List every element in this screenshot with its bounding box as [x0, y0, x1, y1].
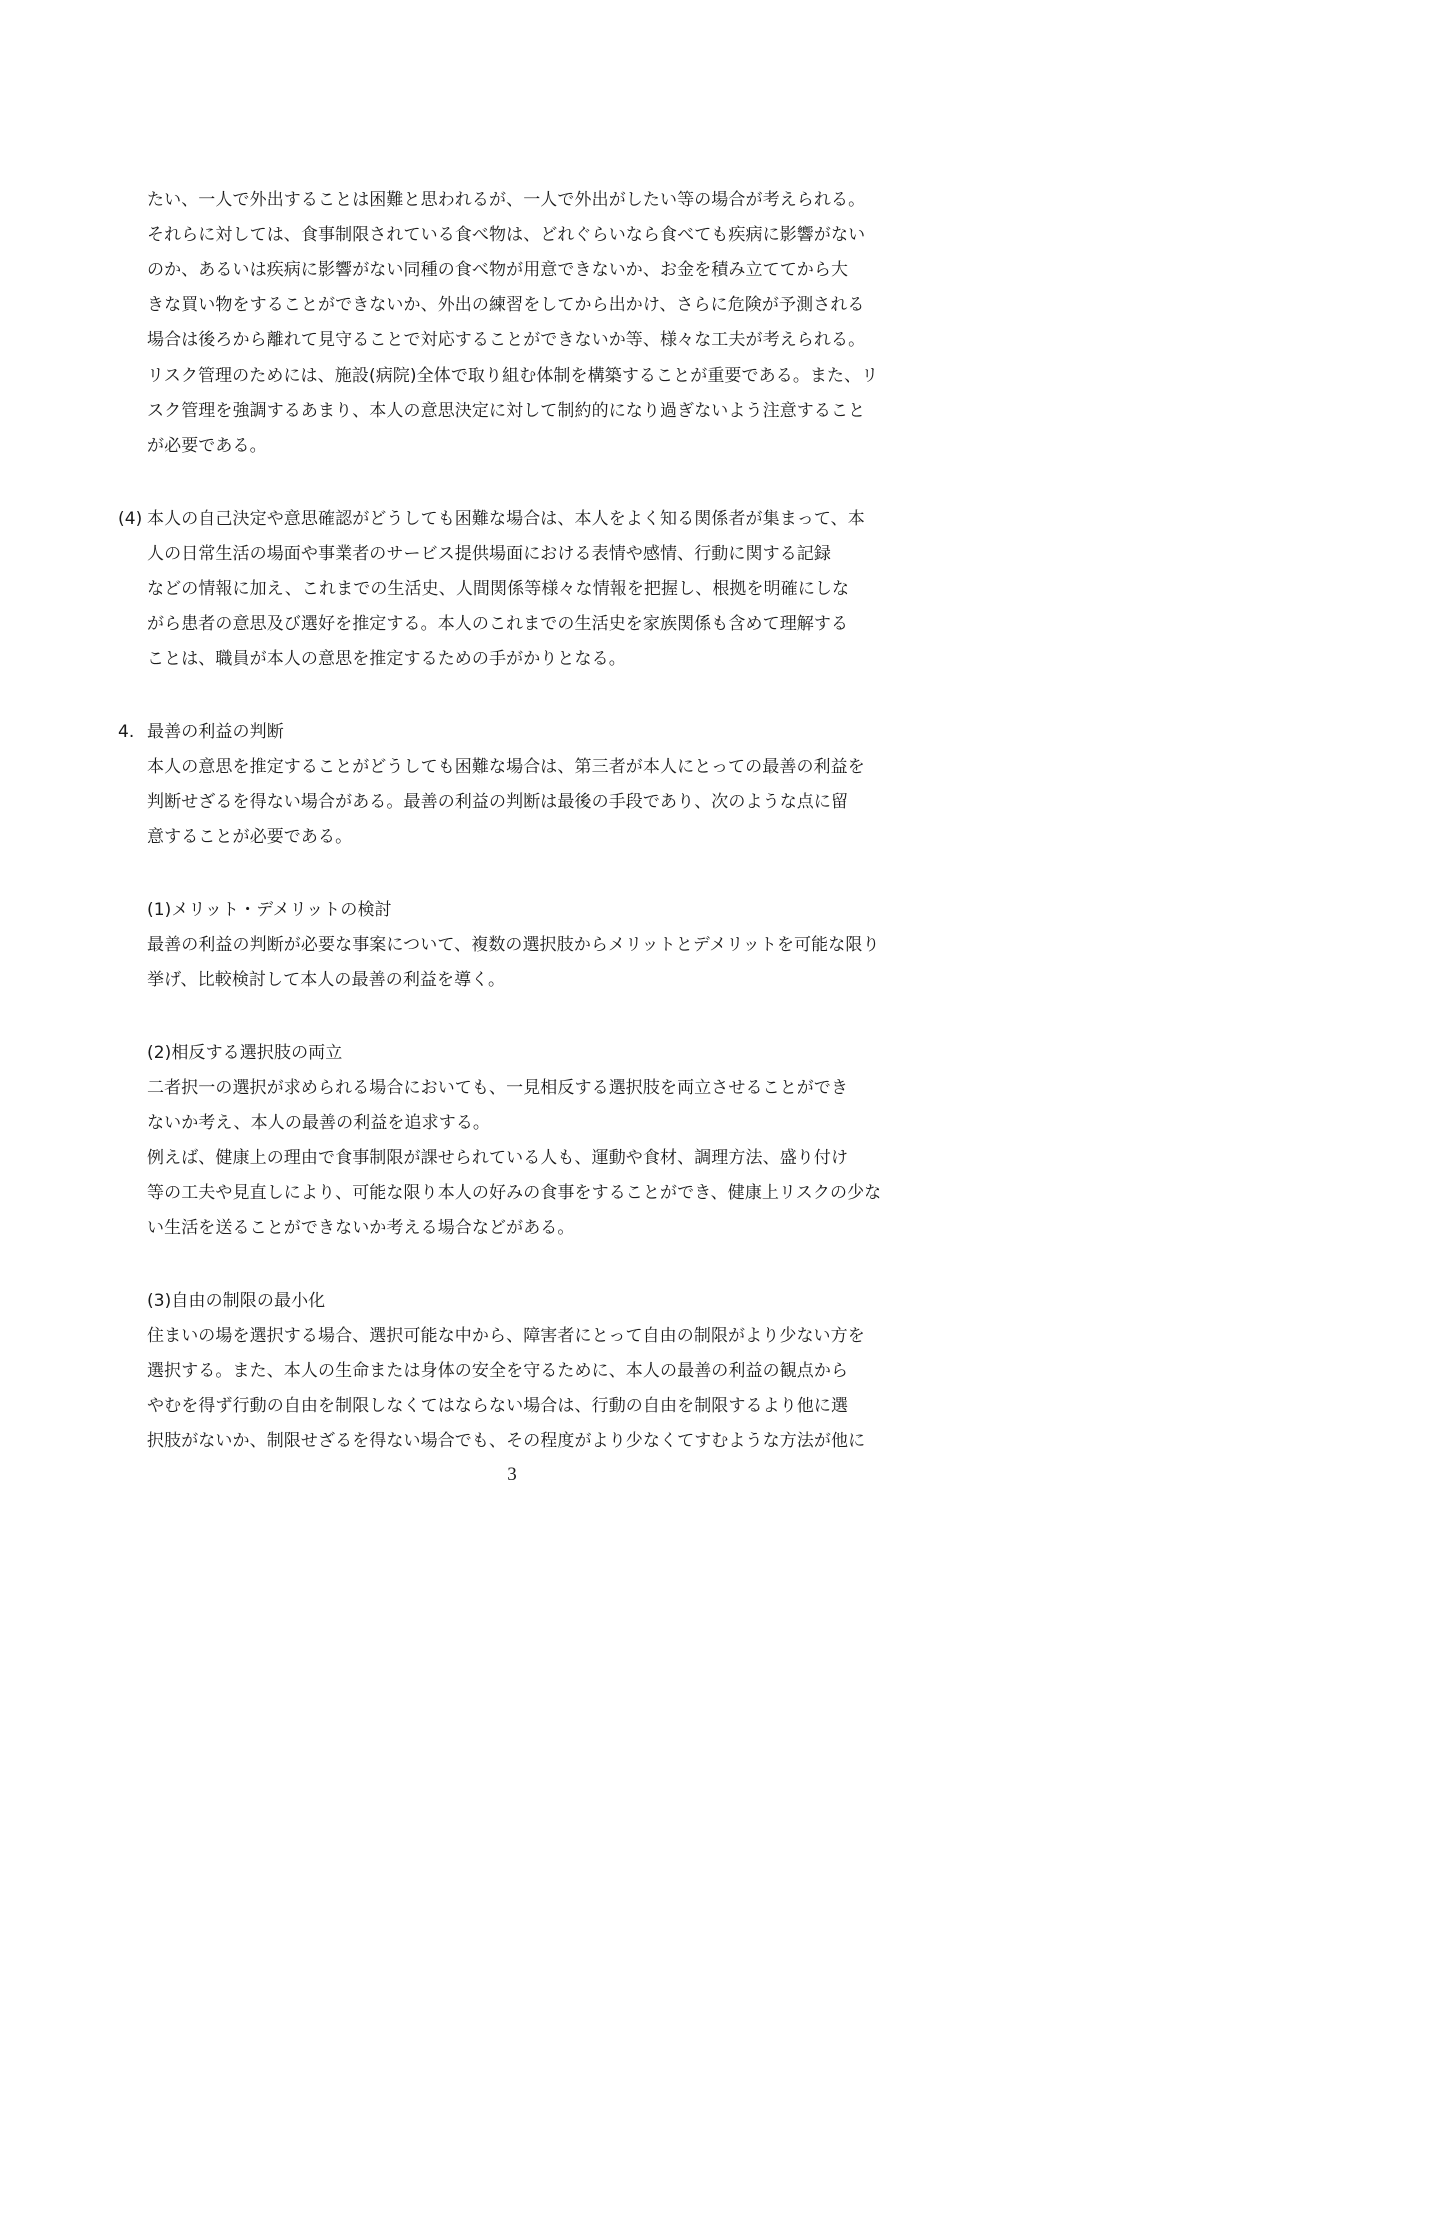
text-line: 本人の自己決定や意思確認がどうしても困難な場合は、本人をよく知る関係者が集まって、本: [147, 509, 865, 529]
text-line: 選択する。また、本人の生命または身体の安全を守るために、本人の最善の利益の観点から: [147, 1361, 849, 1381]
text-line: 意することが必要である。: [147, 827, 353, 847]
text-line: が必要である。: [147, 436, 267, 456]
text-line: スク管理を強調するあまり、本人の意思決定に対して制約的になり過ぎないよう注意すること: [147, 401, 866, 421]
subsection-heading: (3)自由の制限の最小化: [147, 1291, 326, 1311]
text-line: ないか考え、本人の最善の利益を追求する。: [147, 1113, 491, 1133]
text-line: などの情報に加え、これまでの生活史、人間関係等様々な情報を把握し、根拠を明確にしな: [147, 579, 850, 599]
section-number: 4.: [118, 722, 135, 742]
text-line: 最善の利益の判断が必要な事案について、複数の選択肢からメリットとデメリットを可能な限り: [147, 935, 880, 955]
text-line: のか、あるいは疾病に影響がない同種の食べ物が用意できないか、お金を積み立ててから大: [147, 260, 849, 280]
subsection-heading: (1)メリット・デメリットの検討: [147, 900, 392, 920]
text-line: 挙げ、比較検討して本人の最善の利益を導く。: [147, 970, 506, 990]
section-heading: 最善の利益の判断: [147, 722, 284, 742]
text-line: たい、一人で外出することは困難と思われるが、一人で外出がしたい等の場合が考えられる。: [147, 190, 866, 210]
text-line: 場合は後ろから離れて見守ることで対応することができないか等、様々な工夫が考えられる。: [147, 330, 866, 350]
text-line: がら患者の意思及び選好を推定する。本人のこれまでの生活史を家族関係も含めて理解する: [147, 614, 849, 634]
text-line: い生活を送ることができないか考える場合などがある。: [147, 1218, 575, 1238]
text-line: リスク管理のためには、施設(病院)全体で取り組む体制を構築することが重要である。また、リ: [147, 366, 879, 386]
text-line: 住まいの場を選択する場合、選択可能な中から、障害者にとって自由の制限がより少ない方を: [147, 1326, 865, 1346]
text-line: ことは、職員が本人の意思を推定するための手がかりとなる。: [147, 649, 626, 669]
text-line: 本人の意思を推定することがどうしても困難な場合は、第三者が本人にとっての最善の利益を: [147, 757, 865, 777]
text-line: きな買い物をすることができないか、外出の練習をしてから出かけ、さらに危険が予測される: [147, 295, 865, 315]
item-number: (4): [118, 509, 143, 529]
text-line: 択肢がないか、制限せざるを得ない場合でも、その程度がより少なくてすむような方法が他に: [147, 1431, 866, 1451]
text-line: 判断せざるを得ない場合がある。最善の利益の判断は最後の手段であり、次のような点に留: [147, 792, 849, 812]
text-line: やむを得ず行動の自由を制限しなくてはならない場合は、行動の自由を制限するより他に選: [147, 1396, 849, 1416]
text-line: 例えば、健康上の理由で食事制限が課せられている人も、運動や食材、調理方法、盛り付け: [147, 1148, 849, 1168]
page-number: 3: [507, 1464, 517, 1485]
subsection-heading: (2)相反する選択肢の両立: [147, 1043, 343, 1063]
text-line: 等の工夫や見直しにより、可能な限り本人の好みの食事をすることができ、健康上リスクの少な: [147, 1183, 882, 1203]
text-line: それらに対しては、食事制限されている食べ物は、どれぐらいなら食べても疾病に影響がない: [147, 225, 866, 245]
text-line: 二者択一の選択が求められる場合においても、一見相反する選択肢を両立させることができ: [147, 1078, 849, 1098]
text-line: 人の日常生活の場面や事業者のサービス提供場面における表情や感情、行動に関する記録: [147, 544, 831, 564]
